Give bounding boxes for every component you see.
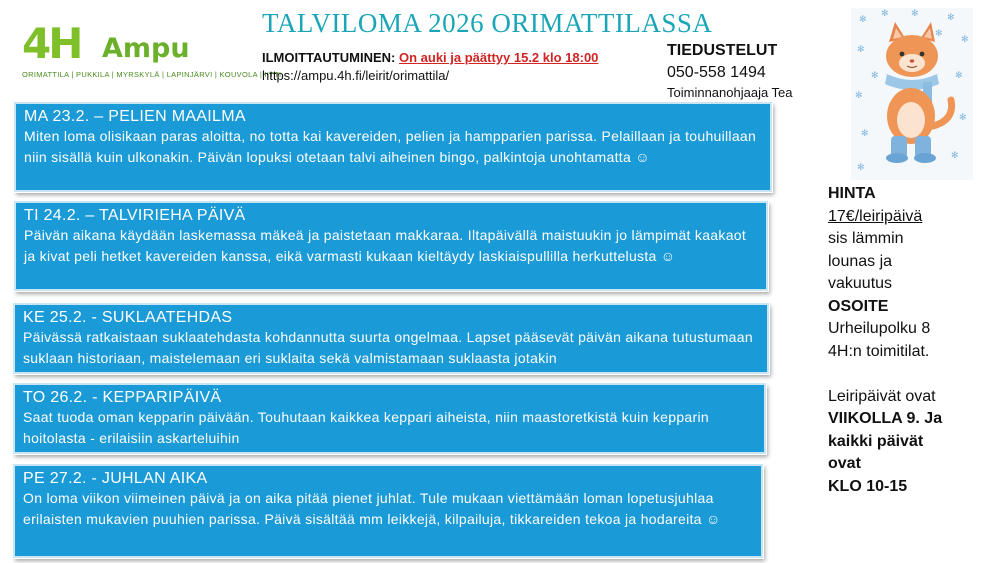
logo-mark: 4H xyxy=(22,19,81,68)
svg-text:✻: ✻ xyxy=(881,9,889,19)
contact-heading: TIEDUSTELUT xyxy=(667,42,778,59)
svg-text:✻: ✻ xyxy=(961,35,969,45)
svg-text:✻: ✻ xyxy=(855,91,863,101)
days-intro: Leiripäivät ovat xyxy=(828,387,936,405)
logo-towns: ORIMATTILA | PUKKILA | MYRSKYLÄ | LAPINJÄRVI | KOUVOLA | IITTI xyxy=(22,70,282,79)
day-text: On loma viikon viimeinen päivä ja on aika pitää pienet juhlat. Tule mukaan viettämään loman lopetusjuhlaa erilaisten mukavien puuhien parissa. Päivä sisältää mm leikkejä, kilpailuja, tikkareiden tekoa ja hodareita ☺ xyxy=(23,490,721,527)
days-week: VIIKOLLA 9. Ja xyxy=(828,410,943,427)
day-title: KE 25.2. - SUKLAATEHDAS xyxy=(23,309,233,326)
page-title: TALVILOMA 2026 ORIMATTILASSA xyxy=(262,8,713,38)
address-heading: OSOITE xyxy=(828,297,889,315)
day-title: TO 26.2. - KEPPARIPÄIVÄ xyxy=(23,389,222,406)
cat-illustration xyxy=(851,8,973,180)
cat-icon xyxy=(851,8,973,180)
svg-text:✻: ✻ xyxy=(955,71,963,81)
side-info xyxy=(828,183,996,498)
svg-text:✻: ✻ xyxy=(935,29,943,39)
day-text: Saat tuoda oman kepparin päivään. Touhutaan kaikkea keppari aiheista, niin maastoretkistä kuin kepparin hoitolasta - erilaisiin askarteluihin xyxy=(23,409,709,446)
registration-line xyxy=(262,50,598,65)
svg-text:✻: ✻ xyxy=(951,151,959,161)
day-box-thursday xyxy=(13,383,766,454)
price-includes-line: vakuutus xyxy=(828,275,893,292)
day-box-wednesday xyxy=(13,303,769,374)
logo-4h-ampu xyxy=(22,19,282,84)
address-line: Urheilupolku 8 xyxy=(828,320,931,337)
registration-link[interactable]: https://ampu.4h.fi/leirit/orimattila/ xyxy=(262,68,450,83)
logo-name: Ampu xyxy=(102,33,190,64)
day-title: MA 23.2. – PELIEN MAAILMA xyxy=(24,108,246,125)
days-all: ovat xyxy=(828,455,861,472)
price-includes-line: lounas ja xyxy=(828,252,893,270)
address-line: 4H:n toimitilat. xyxy=(828,342,930,360)
registration-status: On auki ja päättyy 15.2 klo 18:00 xyxy=(398,50,599,65)
svg-text:✻: ✻ xyxy=(959,113,967,123)
day-box-monday xyxy=(14,102,772,192)
svg-text:✻: ✻ xyxy=(857,163,865,173)
contact-person: Toiminnanohjaaja Tea xyxy=(667,85,793,100)
days-time: KLO 10-15 xyxy=(828,477,908,495)
day-box-friday xyxy=(13,464,763,558)
svg-text:✻: ✻ xyxy=(947,13,955,23)
day-text: Päivän aikana käydään laskemassa mäkeä ja paistetaan makkaraa. Iltapäivällä maistuukin jo lämpimät kaakaot ja kivat peli hetket kavereiden kanssa, eikä varmasti kukaan kieltäydy laskiaispullilla herkuttelusta ☺ xyxy=(24,227,747,264)
svg-text:✻: ✻ xyxy=(859,15,867,25)
price-value: 17€/leiripäivä xyxy=(828,207,923,225)
svg-text:✻: ✻ xyxy=(861,129,869,139)
day-title: TI 24.2. – TALVIRIEHA PÄIVÄ xyxy=(24,207,246,224)
svg-text:✻: ✻ xyxy=(911,9,919,19)
registration-label: ILMOITTAUTUMINEN: xyxy=(262,50,396,65)
svg-text:✻: ✻ xyxy=(857,45,865,55)
day-text: Miten loma olisikaan paras aloitta, no totta kai kavereiden, pelien ja hampparien parissa. Pelaillaan ja touhuillaan niin sisällä kuin ulkonakin. Päivän lopuksi otetaan talvi aiheinen bingo, palkintoja unohtamatta ☺ xyxy=(24,128,757,165)
svg-text:✻: ✻ xyxy=(871,71,879,81)
spacer xyxy=(828,363,996,386)
price-includes-line: sis lämmin xyxy=(828,230,904,247)
day-box-tuesday xyxy=(14,201,768,291)
days-all: kaikki päivät xyxy=(828,432,924,450)
day-text: Päivässä ratkaistaan suklaatehdasta kohdannutta suurta ongelmaa. Lapset pääsevät päivän aikana tutustumaan suklaan historiaan, maistelemaan eri suklaita sekä valmistamaan suklaasta jotakin xyxy=(23,329,753,366)
price-heading: HINTA xyxy=(828,185,876,202)
contact-phone: 050-558 1494 xyxy=(667,64,766,81)
day-title: PE 27.2. - JUHLAN AIKA xyxy=(23,470,208,487)
